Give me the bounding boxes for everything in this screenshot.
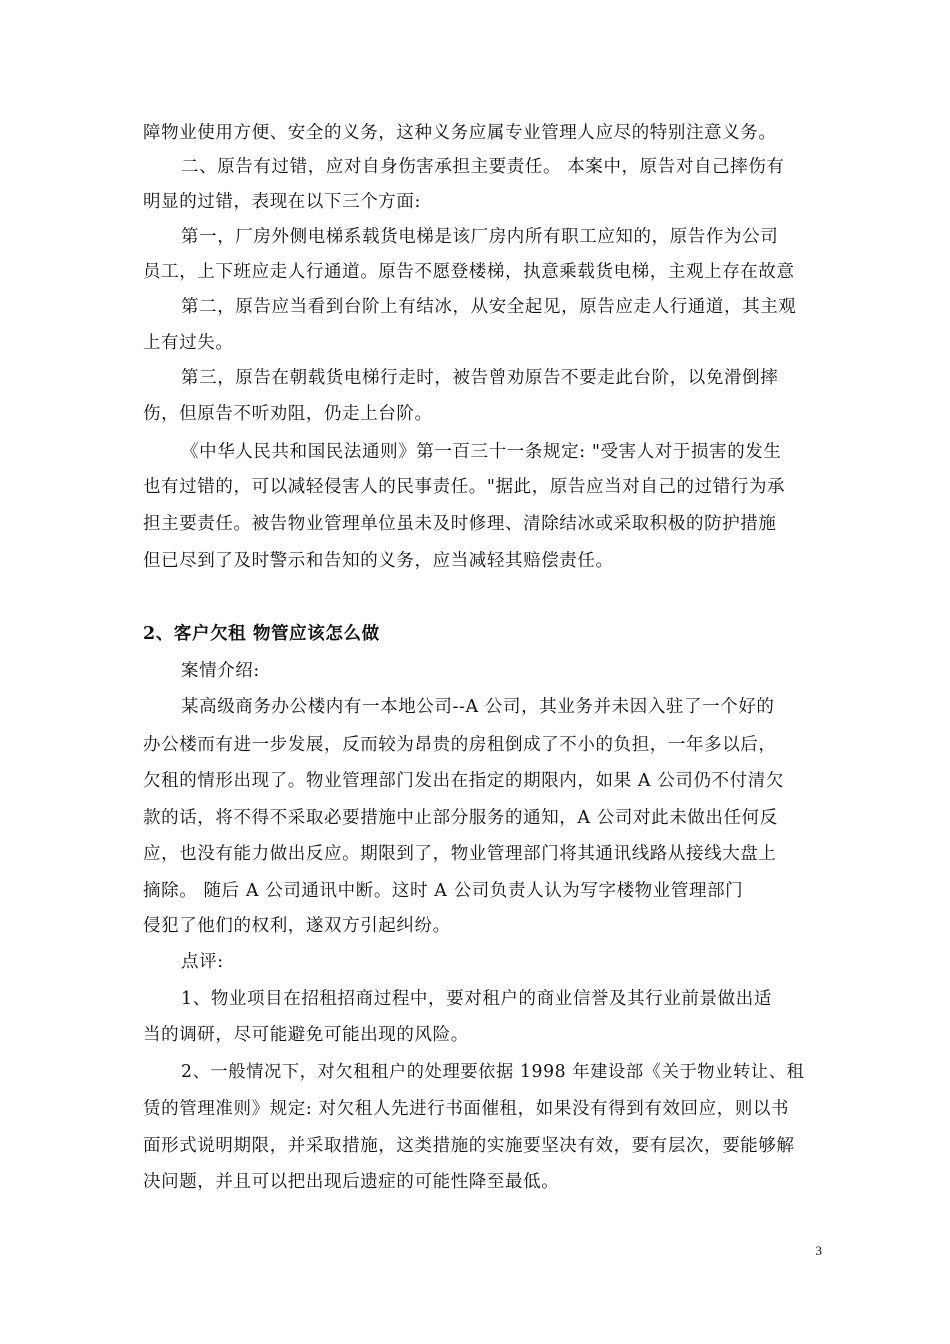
- text-line: 明显的过错，表现在以下三个方面:: [143, 192, 421, 212]
- text-line: 某高级商务办公楼内有一本地公司--A 公司，其业务并未因入驻了一个好的: [181, 697, 775, 717]
- text-line: 摘除。 随后 A 公司通讯中断。这时 A 公司负责人认为写字楼物业管理部门: [143, 881, 744, 901]
- text-line: 障物业使用方便、安全的义务，这种义务应属专业管理人应尽的特别注意义务。: [143, 123, 777, 143]
- text-line: 1、物业项目在招租招商过程中，要对租户的商业信誉及其行业前景做出适: [181, 989, 772, 1009]
- text-line: 应，也没有能力做出反应。期限到了，物业管理部门将其通讯线路从接线大盘上: [143, 844, 777, 864]
- text-line: 2、一般情况下，对欠租租户的处理要依据 1998 年建设部《关于物业转让、租: [181, 1062, 805, 1082]
- text-line: 二、原告有过错，应对自身伤害承担主要责任。 本案中，原告对自己摔伤有: [181, 157, 785, 177]
- text-line: 面形式说明期限，并采取措施，这类措施的实施要坚决有效，要有层次，要能够解: [143, 1136, 795, 1156]
- text-line: 担主要责任。被告物业管理单位虽未及时修理、清除结冰或采取积极的防护措施: [143, 514, 777, 534]
- text-line: 决问题，并且可以把出现后遗症的可能性降至最低。: [143, 1172, 560, 1192]
- text-line: 办公楼而有进一步发展，反而较为昂贵的房租倒成了不小的负担，一年多以后，: [143, 735, 777, 755]
- text-line: 第二，原告应当看到台阶上有结冰，从安全起见，原告应走人行通道，其主观: [181, 297, 797, 317]
- text-line: 赁的管理准则》规定: 对欠租人先进行书面催租，如果没有得到有效回应，则以书: [143, 1099, 790, 1119]
- text-line: 案情介绍:: [181, 661, 260, 681]
- text-line: 款的话，将不得不采取必要措施中止部分服务的通知，A 公司对此未做出任何反: [143, 808, 778, 828]
- text-line: 当的调研，尽可能避免可能出现的风险。: [143, 1025, 469, 1045]
- text-line: 员工，上下班应走人行通道。原告不愿登楼梯，执意乘载货电梯，主观上存在故意: [143, 262, 795, 282]
- text-line: 侵犯了他们的权利，遂双方引起纠纷。: [143, 916, 451, 936]
- text-line: 第三，原告在朝载货电梯行走时，被告曾劝原告不要走此台阶，以免滑倒摔: [181, 368, 779, 388]
- text-line: 欠租的情形出现了。物业管理部门发出在指定的期限内，如果 A 公司仍不付清欠: [143, 771, 784, 791]
- text-line: 第一，厂房外侧电梯系载货电梯是该厂房内所有职工应知的，原告作为公司: [181, 227, 779, 247]
- text-line: 点评:: [181, 952, 224, 972]
- text-line: 也有过错的，可以减轻侵害人的民事责任。"据此，原告应当对自己的过错行为承: [143, 477, 786, 497]
- text-line: 《中华人民共和国民法通则》第一百三十一条规定: "受害人对于损害的发生: [181, 442, 782, 462]
- page-number: 3: [815, 1243, 822, 1258]
- text-line: 上有过失。: [143, 333, 234, 353]
- section-heading: 2、客户欠租 物管应该怎么做: [143, 624, 380, 644]
- text-line: 但已尽到了及时警示和告知的义务，应当减轻其赔偿责任。: [143, 551, 614, 571]
- text-line: 伤，但原告不听劝阻，仍走上台阶。: [143, 404, 433, 424]
